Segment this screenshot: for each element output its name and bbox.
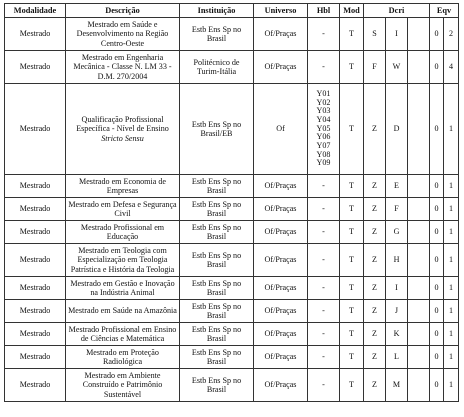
cell-dcri-2: H — [386, 244, 408, 277]
cell-dcri-3 — [408, 346, 430, 369]
cell-dcri-2: I — [386, 277, 408, 300]
cell-dcri-3 — [408, 175, 430, 198]
table-row — [5, 323, 459, 346]
cell-eqv-2: 1 — [444, 323, 459, 346]
cell-dcri-1: F — [364, 51, 386, 84]
header-instituicao: Instituição — [180, 4, 254, 18]
hbl-code: Y04 — [316, 115, 331, 125]
header-row — [5, 4, 459, 18]
cell-modalidade: Mestrado — [5, 221, 66, 244]
cell-dcri-1: Z — [364, 221, 386, 244]
table-row — [5, 175, 459, 198]
cell-eqv-2: 1 — [444, 369, 459, 402]
cell-eqv-2: 1 — [444, 244, 459, 277]
cell-universo: Of/Praças — [254, 323, 308, 346]
cell-dcri-3 — [408, 323, 430, 346]
cell-dcri-1: Z — [364, 323, 386, 346]
cell-descricao — [66, 84, 180, 175]
cell-eqv-2: 1 — [444, 346, 459, 369]
cell-dcri-1: Z — [364, 198, 386, 221]
cell-dcri-2: W — [386, 51, 408, 84]
cell-mod: T — [340, 369, 364, 402]
cell-dcri-2: J — [386, 300, 408, 323]
cell-modalidade: Mestrado — [5, 300, 66, 323]
cell-dcri-3 — [408, 18, 430, 51]
cell-hbl: - — [308, 323, 340, 346]
table-row — [5, 51, 459, 84]
cell-mod: T — [340, 198, 364, 221]
cell-hbl: - — [308, 244, 340, 277]
cell-instituicao: Politécnico de Turim-Itália — [180, 51, 254, 84]
cell-descricao: Mestrado em Teologia com Especialização em Teologia Patrística e História da Teologia — [66, 244, 180, 277]
cell-mod: T — [340, 244, 364, 277]
cell-universo: Of/Praças — [254, 346, 308, 369]
cell-dcri-1: Z — [364, 175, 386, 198]
cell-dcri-2: G — [386, 221, 408, 244]
modalidades-table — [4, 3, 459, 402]
cell-descricao: Mestrado em Defesa e Segurança Civil — [66, 198, 180, 221]
cell-instituicao: Estb Ens Sp no Brasil — [180, 300, 254, 323]
hbl-code: Y06 — [316, 132, 331, 142]
cell-hbl: - — [308, 198, 340, 221]
cell-eqv-2: 1 — [444, 300, 459, 323]
hbl-code: Y01 — [316, 89, 331, 99]
cell-instituicao: Estb Ens Sp no Brasil — [180, 244, 254, 277]
hbl-code: Y03 — [316, 106, 331, 116]
hbl-code: Y02 — [316, 97, 331, 107]
cell-hbl: - — [308, 175, 340, 198]
cell-eqv-1: 0 — [430, 277, 444, 300]
hbl-code: Y08 — [316, 149, 331, 159]
cell-dcri-1: Z — [364, 346, 386, 369]
cell-instituicao: Estb Ens Sp no Brasil — [180, 198, 254, 221]
cell-universo: Of/Praças — [254, 221, 308, 244]
cell-dcri-2: K — [386, 323, 408, 346]
cell-eqv-1: 0 — [430, 300, 444, 323]
cell-hbl: - — [308, 300, 340, 323]
header-mod: Mod — [340, 4, 364, 18]
cell-dcri-2: E — [386, 175, 408, 198]
cell-mod: T — [340, 84, 364, 175]
cell-descricao: Mestrado em Saúde na Amazônia — [66, 300, 180, 323]
cell-instituicao: Estb Ens Sp no Brasil — [180, 221, 254, 244]
table-row — [5, 221, 459, 244]
cell-universo: Of — [254, 84, 308, 175]
cell-descricao: Mestrado em Gestão e Inovação na Indústria Animal — [66, 277, 180, 300]
table-row — [5, 84, 459, 175]
hbl-code: Y05 — [316, 123, 331, 133]
cell-dcri-1: Z — [364, 369, 386, 402]
cell-modalidade: Mestrado — [5, 369, 66, 402]
cell-eqv-2: 1 — [444, 221, 459, 244]
table-row — [5, 369, 459, 402]
cell-instituicao: Estb Ens Sp no Brasil — [180, 346, 254, 369]
cell-universo: Of/Praças — [254, 18, 308, 51]
cell-universo: Of/Praças — [254, 300, 308, 323]
cell-eqv-1: 0 — [430, 51, 444, 84]
cell-instituicao: Estb Ens Sp no Brasil — [180, 369, 254, 402]
cell-descricao: Mestrado em Proteção Radiológica — [66, 346, 180, 369]
cell-descricao: Mestrado Profissional em Ensino de Ciências e Matemática — [66, 323, 180, 346]
cell-hbl — [308, 84, 340, 175]
cell-universo: Of/Praças — [254, 277, 308, 300]
cell-mod: T — [340, 18, 364, 51]
header-descricao: Descrição — [66, 4, 180, 18]
header-eqv: Eqv — [430, 4, 459, 18]
header-universo: Universo — [254, 4, 308, 18]
cell-modalidade: Mestrado — [5, 277, 66, 300]
descricao-text: Qualificação Profissional Específica - Nível de Ensino — [76, 115, 169, 134]
cell-universo: Of/Praças — [254, 369, 308, 402]
cell-eqv-1: 0 — [430, 346, 444, 369]
table-row — [5, 346, 459, 369]
cell-modalidade: Mestrado — [5, 51, 66, 84]
cell-modalidade: Mestrado — [5, 18, 66, 51]
cell-dcri-2: F — [386, 198, 408, 221]
cell-mod: T — [340, 277, 364, 300]
cell-dcri-3 — [408, 84, 430, 175]
cell-dcri-2: D — [386, 84, 408, 175]
cell-eqv-1: 0 — [430, 18, 444, 51]
cell-eqv-2: 1 — [444, 175, 459, 198]
cell-dcri-1: S — [364, 18, 386, 51]
header-modalidade: Modalidade — [5, 4, 66, 18]
cell-modalidade: Mestrado — [5, 346, 66, 369]
cell-dcri-3 — [408, 198, 430, 221]
cell-descricao: Mestrado em Ambiente Construído e Patrimônio Sustentável — [66, 369, 180, 402]
cell-universo: Of/Praças — [254, 175, 308, 198]
cell-eqv-2: 1 — [444, 277, 459, 300]
cell-mod: T — [340, 221, 364, 244]
cell-modalidade: Mestrado — [5, 175, 66, 198]
table-row — [5, 277, 459, 300]
cell-hbl: - — [308, 369, 340, 402]
cell-eqv-2: 1 — [444, 198, 459, 221]
cell-hbl: - — [308, 51, 340, 84]
cell-mod: T — [340, 323, 364, 346]
cell-universo: Of/Praças — [254, 51, 308, 84]
header-dcri: Dcri — [364, 4, 430, 18]
table-row — [5, 198, 459, 221]
cell-eqv-1: 0 — [430, 244, 444, 277]
cell-instituicao: Estb Ens Sp no Brasil — [180, 175, 254, 198]
cell-hbl: - — [308, 18, 340, 51]
cell-eqv-1: 0 — [430, 323, 444, 346]
cell-dcri-3 — [408, 244, 430, 277]
cell-dcri-3 — [408, 277, 430, 300]
cell-eqv-2: 1 — [444, 84, 459, 175]
cell-modalidade: Mestrado — [5, 198, 66, 221]
cell-descricao: Mestrado em Saúde e Desenvolvimento na Região Centro-Oeste — [66, 18, 180, 51]
cell-eqv-1: 0 — [430, 221, 444, 244]
cell-dcri-3 — [408, 51, 430, 84]
cell-dcri-3 — [408, 300, 430, 323]
cell-hbl: - — [308, 346, 340, 369]
cell-dcri-1: Z — [364, 244, 386, 277]
table-row — [5, 300, 459, 323]
cell-descricao: Mestrado em Engenharia Mecânica - Classe N. LM 33 - D.M. 270/2004 — [66, 51, 180, 84]
cell-hbl: - — [308, 221, 340, 244]
cell-dcri-2: L — [386, 346, 408, 369]
cell-mod: T — [340, 346, 364, 369]
cell-eqv-2: 2 — [444, 18, 459, 51]
cell-dcri-1: Z — [364, 300, 386, 323]
cell-modalidade: Mestrado — [5, 323, 66, 346]
cell-modalidade: Mestrado — [5, 244, 66, 277]
table-row — [5, 18, 459, 51]
cell-dcri-1: Z — [364, 277, 386, 300]
cell-dcri-2: M — [386, 369, 408, 402]
cell-eqv-1: 0 — [430, 175, 444, 198]
cell-instituicao: Estb Ens Sp no Brasil — [180, 18, 254, 51]
cell-mod: T — [340, 175, 364, 198]
cell-mod: T — [340, 300, 364, 323]
cell-universo: Of/Praças — [254, 244, 308, 277]
header-hbl: Hbl — [308, 4, 340, 18]
cell-eqv-1: 0 — [430, 198, 444, 221]
cell-instituicao: Estb Ens Sp no Brasil — [180, 323, 254, 346]
cell-descricao: Mestrado em Economia de Empresas — [66, 175, 180, 198]
cell-dcri-3 — [408, 369, 430, 402]
descricao-italic: Stricto Sensu — [101, 133, 144, 143]
cell-dcri-3 — [408, 221, 430, 244]
cell-eqv-1: 0 — [430, 369, 444, 402]
table-row — [5, 244, 459, 277]
cell-mod: T — [340, 51, 364, 84]
cell-dcri-1: Z — [364, 84, 386, 175]
cell-hbl: - — [308, 277, 340, 300]
cell-instituicao: Estb Ens Sp no Brasil/EB — [180, 84, 254, 175]
cell-modalidade: Mestrado — [5, 84, 66, 175]
hbl-code: Y09 — [316, 158, 331, 168]
hbl-code: Y07 — [316, 140, 331, 150]
cell-dcri-2: I — [386, 18, 408, 51]
cell-eqv-2: 4 — [444, 51, 459, 84]
cell-instituicao: Estb Ens Sp no Brasil — [180, 277, 254, 300]
cell-universo: Of/Praças — [254, 198, 308, 221]
cell-eqv-1: 0 — [430, 84, 444, 175]
cell-descricao: Mestrado Profissional em Educação — [66, 221, 180, 244]
